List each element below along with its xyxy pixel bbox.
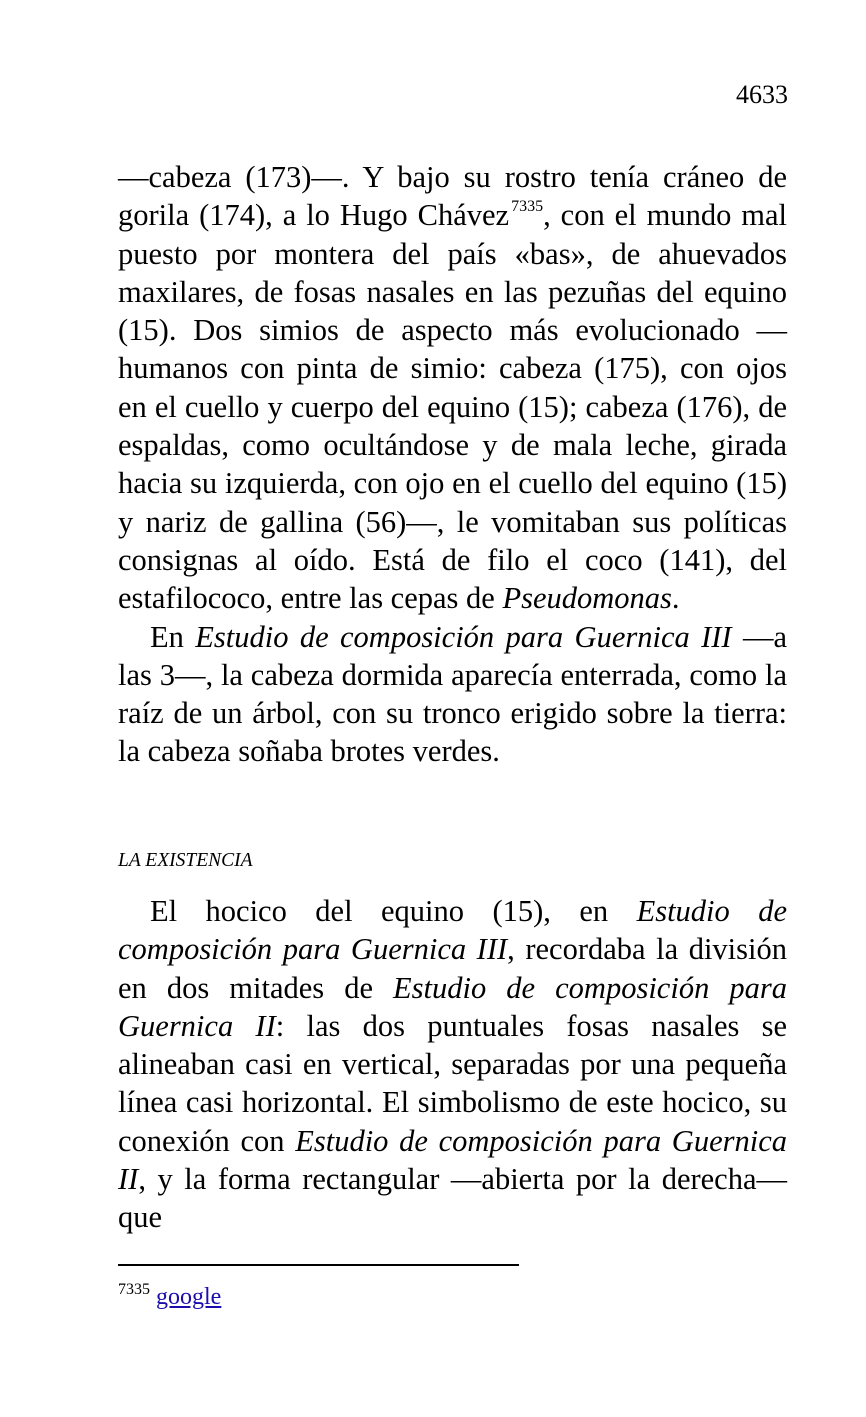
text-run: En [150, 619, 196, 654]
section-heading: LA EXISTENCIA [118, 850, 253, 871]
text-run: , con el mundo mal puesto por montera del país «bas», de ahuevados maxilares, de fosas nasales en las pezuñas del equino (15). Dos simios de aspecto más evolucionado —humanos con pinta de simio: cabeza (175), con ojos en el cuello y cuerpo del equino (15); cabeza (176), de espaldas, como ocultándose y de mala leche, girada hacia su izquierda, con ojo en el cuello del equino (15) y nariz de gallina (56)—, le vomitaban sus políticas consignas al oído. Está de filo el coco (141), del estafilococo, entre las cepas de [118, 198, 788, 616]
section-text-block [118, 892, 787, 1237]
text-run: . [671, 581, 680, 616]
text-run: , recordaba la división en dos mitades de [118, 932, 787, 1005]
page-number: 4633 [736, 80, 788, 109]
footnote-divider [118, 1264, 519, 1266]
footnote-link[interactable]: google [156, 1284, 222, 1310]
text-run: , y la forma rectangular —abierta por la derecha— que [118, 1162, 787, 1235]
footnote [118, 1282, 221, 1312]
italic-title: Estudio de composición para Guernica III [118, 894, 787, 967]
paragraph [118, 892, 787, 1237]
text-run: El hocico del equino (15), en [150, 894, 637, 928]
text-run: : las dos puntuales fosas nasales se alineaban casi en vertical, separadas por una pequeña línea casi horizontal. El simbolismo de este hocico, su conexión con [118, 1008, 788, 1158]
italic-title: Estudio de composición para Guernica II [118, 970, 787, 1043]
italic-title: Estudio de composición para Guernica III [195, 619, 732, 654]
main-text-block [118, 158, 787, 771]
italic-title: Estudio de composición para Guernica II [118, 1123, 787, 1197]
footnote-reference: 7335 [511, 198, 544, 216]
text-run: —cabeza (173)—. Y bajo su rostro tenía cráneo de gorila (174), a lo Hugo Chávez [118, 160, 787, 233]
text-run: —a las 3—, la cabeza dormida aparecía enterrada, como la raíz de un árbol, con su tronco erigido sobre la tierra: la cabeza soñaba brotes verdes. [118, 619, 787, 769]
italic-title: Pseudomonas [502, 581, 672, 616]
footnote-number: 7335 [118, 1281, 150, 1298]
paragraph [118, 618, 787, 771]
paragraph [118, 158, 787, 618]
